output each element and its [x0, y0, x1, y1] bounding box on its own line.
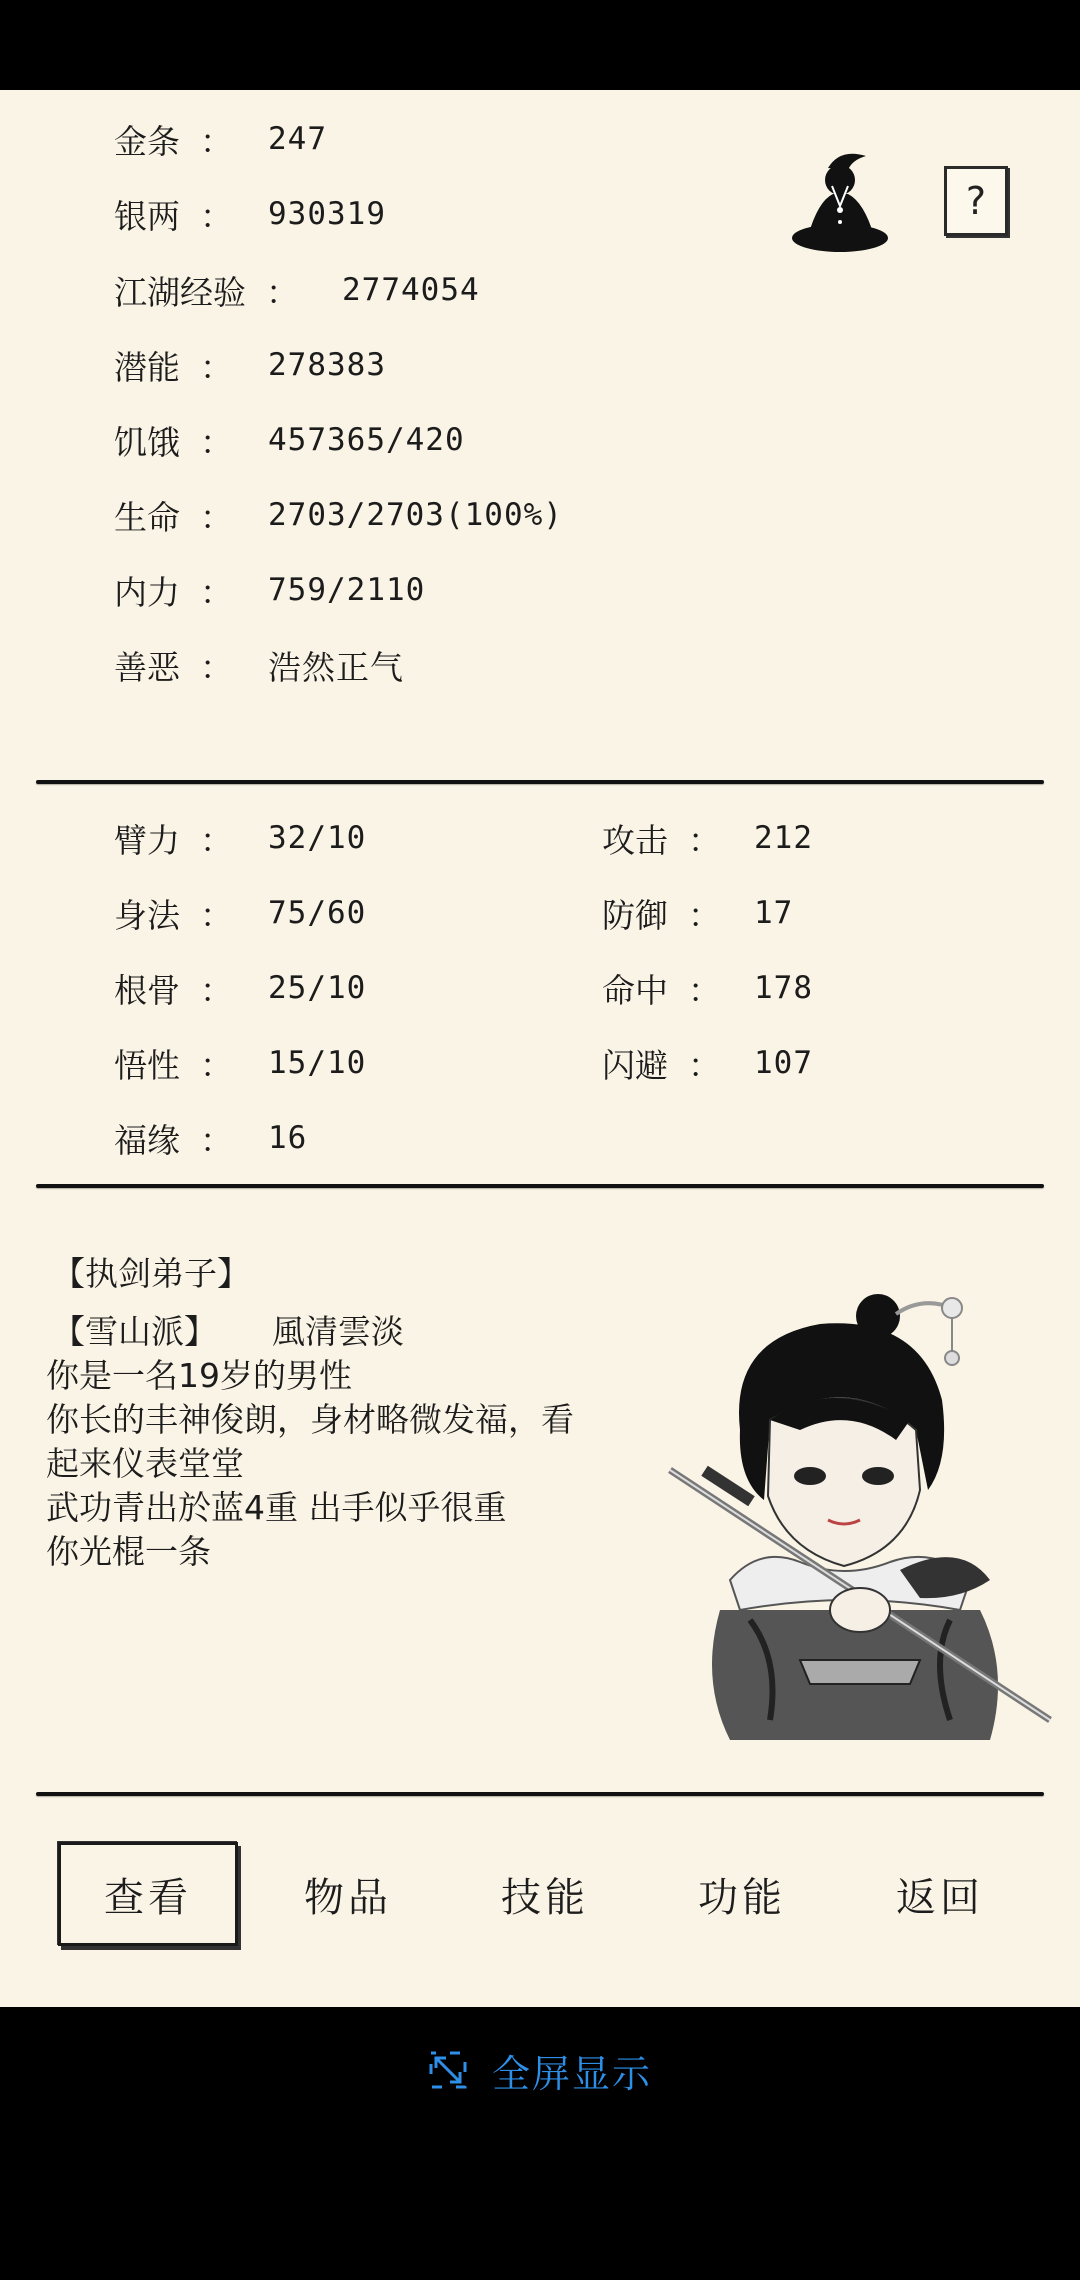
- stat-colon: ：: [200, 196, 233, 236]
- stat-silver: [114, 184, 386, 244]
- stat-strength: [114, 808, 367, 868]
- stat-colon: ：: [688, 1045, 721, 1085]
- stat-value: 2703/2703(100%): [268, 497, 563, 533]
- stat-colon: ：: [200, 497, 233, 537]
- stat-colon: ：: [200, 422, 233, 462]
- stat-label: 攻击: [602, 820, 668, 860]
- stat-colon: ：: [200, 820, 233, 860]
- stat-label: 臂力: [114, 820, 180, 860]
- stat-comprehension: [114, 1033, 367, 1093]
- stat-potential: [114, 335, 386, 395]
- stat-luck: [114, 1108, 308, 1168]
- divider: [36, 780, 1044, 784]
- stat-defense: [602, 883, 794, 943]
- character-screen: [0, 90, 1080, 2007]
- character-nickname: 風清雲淡: [272, 1312, 404, 1351]
- stat-hunger: [114, 410, 465, 470]
- stat-label: 闪避: [602, 1045, 668, 1085]
- meditation-icon[interactable]: [788, 146, 892, 256]
- tab-return[interactable]: 返回: [896, 1874, 984, 1921]
- stat-value: 浩然正气: [268, 647, 404, 687]
- stat-health: [114, 485, 563, 545]
- stat-value: 759/2110: [268, 572, 426, 608]
- stat-colon: ：: [200, 647, 233, 687]
- divider: [36, 1184, 1044, 1188]
- stat-value: 278383: [268, 347, 386, 383]
- stat-label: 福缘: [114, 1120, 180, 1160]
- stat-value: 930319: [268, 196, 386, 232]
- stat-value: 16: [268, 1120, 308, 1156]
- description-line: 起来仪表堂堂: [46, 1444, 244, 1483]
- fullscreen-button[interactable]: [0, 2040, 1080, 2100]
- stat-colon: ：: [688, 970, 721, 1010]
- stat-label: 身法: [114, 895, 180, 935]
- stat-value: 247: [268, 121, 327, 157]
- stat-colon: ：: [200, 1045, 233, 1085]
- stat-label: 生命: [114, 497, 180, 537]
- stat-accuracy: [602, 958, 813, 1018]
- character-title: 【执剑弟子】: [52, 1254, 250, 1293]
- stat-constitution: [114, 958, 367, 1018]
- stat-value: 15/10: [268, 1045, 367, 1081]
- character-portrait: [660, 1280, 1060, 1740]
- tab-view[interactable]: 查看: [58, 1842, 238, 1946]
- stat-colon: ：: [266, 272, 299, 312]
- stat-colon: ：: [688, 895, 721, 935]
- stat-label: 善恶: [114, 647, 180, 687]
- stat-value: 212: [754, 820, 813, 856]
- stat-label: 防御: [602, 895, 668, 935]
- help-button[interactable]: ?: [944, 166, 1008, 236]
- stat-value: 25/10: [268, 970, 367, 1006]
- stat-value: 107: [754, 1045, 813, 1081]
- stat-value: 178: [754, 970, 813, 1006]
- stat-experience: [114, 260, 480, 320]
- stat-label: 金条: [114, 121, 180, 161]
- stat-label: 根骨: [114, 970, 180, 1010]
- stat-colon: ：: [200, 347, 233, 387]
- tab-skills[interactable]: 技能: [501, 1874, 589, 1921]
- description-line: 你长的丰神俊朗，身材略微发福，看: [46, 1400, 574, 1439]
- stat-label: 江湖经验: [114, 272, 246, 312]
- description-line: 武功青出於蓝4重 出手似乎很重: [46, 1488, 507, 1527]
- stat-colon: ：: [200, 895, 233, 935]
- stat-value: 2774054: [342, 272, 480, 308]
- fullscreen-label: 全屏显示: [491, 2051, 652, 2096]
- description-line: 你光棍一条: [46, 1532, 211, 1571]
- stat-value: 75/60: [268, 895, 367, 931]
- stat-value: 17: [754, 895, 794, 931]
- description-line: 你是一名19岁的男性: [46, 1356, 352, 1395]
- stat-agility: [114, 883, 367, 943]
- tab-items[interactable]: 物品: [304, 1874, 392, 1921]
- stat-morality: [114, 635, 404, 695]
- stat-inner-power: [114, 560, 426, 620]
- stat-colon: ：: [200, 970, 233, 1010]
- divider: [36, 1792, 1044, 1796]
- character-sect: 【雪山派】: [52, 1312, 217, 1351]
- stat-label: 潜能: [114, 347, 180, 387]
- stat-value: 32/10: [268, 820, 367, 856]
- fullscreen-icon: [428, 2050, 468, 2090]
- stat-attack: [602, 808, 813, 868]
- stat-label: 内力: [114, 572, 180, 612]
- tab-functions[interactable]: 功能: [698, 1874, 786, 1921]
- stat-value: 457365/420: [268, 422, 465, 458]
- status-bar: [0, 0, 1080, 90]
- stat-colon: ：: [200, 572, 233, 612]
- stat-label: 饥饿: [114, 422, 180, 462]
- stat-label: 银两: [114, 196, 180, 236]
- stat-colon: ：: [200, 1120, 233, 1160]
- stat-label: 悟性: [114, 1045, 180, 1085]
- stat-colon: ：: [200, 121, 233, 161]
- stat-dodge: [602, 1033, 813, 1093]
- stat-label: 命中: [602, 970, 668, 1010]
- stat-colon: ：: [688, 820, 721, 860]
- stat-gold-bars: [114, 109, 327, 169]
